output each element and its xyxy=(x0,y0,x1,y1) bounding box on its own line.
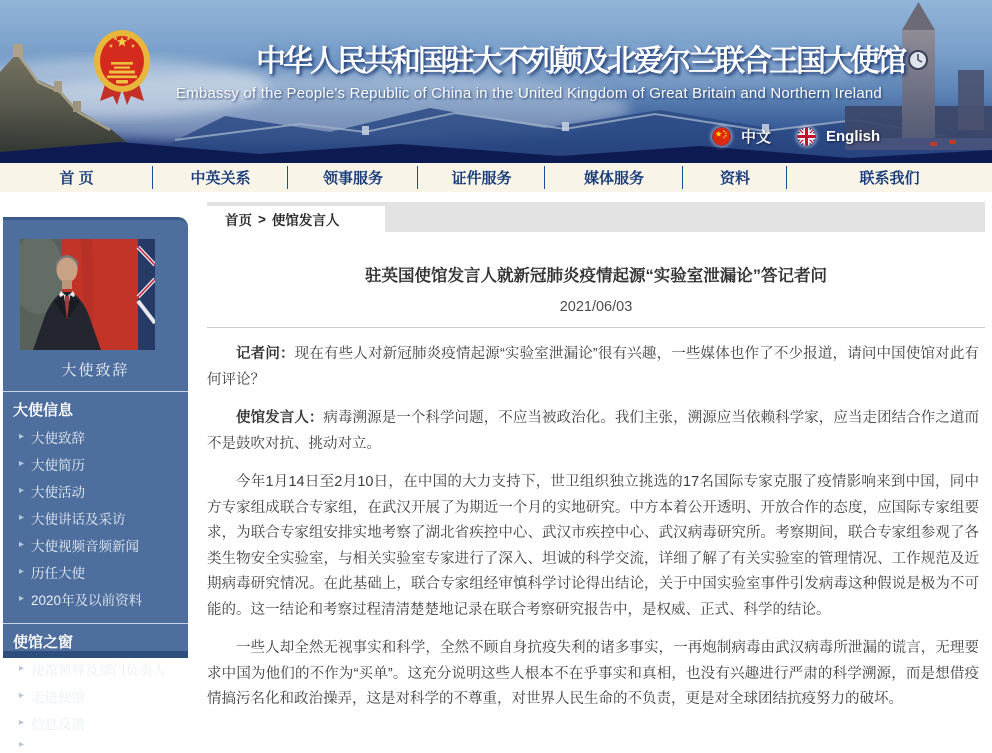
sidebar-item-label: 大使活动 xyxy=(31,484,86,500)
triangle-bullet-icon: ▸ xyxy=(19,689,25,701)
sidebar-item[interactable] xyxy=(3,558,188,585)
sidebar-item[interactable] xyxy=(3,585,188,612)
sidebar-item-label: 2020年及以前资料 xyxy=(31,592,143,608)
article-paragraph: 今年1月14日至2月10日，在中国的大力支持下，世卫组织独立挑选的17名国际专家克服了疫情影响来到中国，同中方专家组成联合专家组，在武汉开展了为期近一个月的实地研究。中方本着公开透明、开放合作的态度，应国际专家组要求，为联合专家组安排实地考察了湖北省疾控中心、武汉市疾控中心、武汉病毒研究所。考察期间，联合专家组参观了各类生物安全实验室，与相关实验室专家进行了深入、坦诚的科学交流，详细了解了有关实验室的管理情况、工作规范及近期病毒研究情况。在此基础上，联合专家组经审慎科学讨论得出结论，关于中国实验室事件引发病毒这种假说是极为不可能的。这一结论和考察过程清清楚楚地记录在联合考察研究报告中，是权威、正式、科学的结论。 xyxy=(207,474,979,618)
triangle-bullet-icon: ▸ xyxy=(19,716,25,728)
sidebar-divider xyxy=(3,391,188,392)
triangle-bullet-icon: ▸ xyxy=(19,662,25,674)
triangle-bullet-icon: ▸ xyxy=(19,738,25,750)
embassy-title-chinese: 中华人民共和国驻大不列颠及北爱尔兰联合王国大使馆 xyxy=(256,45,904,78)
breadcrumb-home[interactable]: 首页 xyxy=(225,213,252,228)
lang-english-link[interactable]: English xyxy=(826,128,881,145)
sidebar-item-label: 大使视频音频新闻 xyxy=(31,538,140,554)
sidebar-item-label: 大使致辞 xyxy=(31,430,86,446)
breadcrumb xyxy=(207,202,985,232)
sidebar-divider xyxy=(3,623,188,624)
china-flag-icon xyxy=(712,127,731,146)
triangle-bullet-icon: ▸ xyxy=(19,457,25,469)
sidebar-section-title: 大使信息 xyxy=(13,402,74,419)
nav-item-resources[interactable]: 资料 xyxy=(683,163,787,192)
nav-item-media-services[interactable]: 媒体服务 xyxy=(545,163,683,192)
triangle-bullet-icon: ▸ xyxy=(19,565,25,577)
sidebar-item[interactable] xyxy=(3,709,188,736)
sidebar-item-list xyxy=(3,423,188,612)
breadcrumb-current[interactable]: 使馆发言人 xyxy=(271,213,340,228)
triangle-bullet-icon: ▸ xyxy=(19,592,25,604)
main-nav xyxy=(0,163,992,192)
sidebar-section-title: 使馆之窗 xyxy=(13,634,74,651)
paragraph-lead: 使馆发言人： xyxy=(236,410,324,426)
main-column xyxy=(207,202,985,713)
sidebar-item[interactable] xyxy=(3,655,188,682)
site-header xyxy=(0,0,992,163)
paragraph-lead: 记者问： xyxy=(236,346,295,362)
article-title: 驻英国使馆发言人就新冠肺炎疫情起源“实验室泄漏论”答记者问 xyxy=(365,267,827,285)
triangle-bullet-icon: ▸ xyxy=(19,430,25,442)
nav-item-contact-us[interactable]: 联系我们 xyxy=(859,170,920,187)
sidebar-item[interactable] xyxy=(3,504,188,531)
sidebar-item-label: 信息反馈 xyxy=(31,716,86,732)
sidebar-section-0 xyxy=(3,399,188,612)
sidebar-item-label: 大使讲话及采访 xyxy=(31,511,126,527)
sidebar-item[interactable] xyxy=(3,736,188,753)
triangle-bullet-icon: ▸ xyxy=(19,511,25,523)
lang-chinese-link[interactable]: 中文 xyxy=(741,129,772,146)
sidebar-item[interactable] xyxy=(3,682,188,709)
article-paragraph: 记者问：现在有些人对新冠肺炎疫情起源“实验室泄漏论”很有兴趣，一些媒体也作了不少报道，请问中国使馆对此有何评论？ xyxy=(207,346,979,388)
breadcrumb-tab xyxy=(207,206,385,232)
nav-item-china-uk-relations[interactable]: 中英关系 xyxy=(153,163,288,192)
sidebar-item[interactable] xyxy=(3,423,188,450)
sidebar-item-label: 走进使馆 xyxy=(31,689,86,705)
ambassador-photo[interactable] xyxy=(20,239,155,350)
nav-item-certificate-services[interactable]: 证件服务 xyxy=(418,163,545,192)
sidebar-item-label: 使馆领导及部门负责人 xyxy=(31,662,167,678)
article-body xyxy=(207,328,985,713)
article-paragraph: 使馆发言人：病毒溯源是一个科学问题，不应当被政治化。我们主张，溯源应当依赖科学家，应当走团结合作之道而不是鼓吹对抗、挑动对立。 xyxy=(207,410,979,452)
sidebar-item[interactable] xyxy=(3,450,188,477)
uk-flag-icon xyxy=(797,127,816,146)
sidebar-section-1 xyxy=(3,631,188,753)
sidebar-item-list xyxy=(3,655,188,753)
triangle-bullet-icon: ▸ xyxy=(19,538,25,550)
triangle-bullet-icon: ▸ xyxy=(19,484,25,496)
sidebar xyxy=(3,217,188,750)
national-emblem-icon xyxy=(92,25,152,111)
nav-item-home[interactable]: 首 页 xyxy=(0,163,153,192)
content-area xyxy=(0,202,992,750)
article-paragraph: 一些人却全然无视事实和科学，全然不顾自身抗疫失利的诸多事实，一再炮制病毒由武汉病毒所泄漏的谎言，无理要求中国为他们的不作为“买单”。这充分说明这些人根本不在乎事实和真相，也没有兴趣进行严肃的科学溯源，而是想借疫情搞污名化和政治操弄，这是对科学的不尊重，对世界人民生命的不负责，更是对全球团结抗疫努力的破坏。 xyxy=(207,640,979,707)
sidebar-item-label: 历任大使 xyxy=(31,565,86,581)
sidebar-item[interactable] xyxy=(3,531,188,558)
photo-caption[interactable]: 大使致辞 xyxy=(61,362,130,379)
article-date: 2021/06/03 xyxy=(559,299,633,315)
nav-item-consular-services[interactable]: 领事服务 xyxy=(288,163,418,192)
embassy-title-english: Embassy of the People's Republic of China in the United Kingdom of Great Britain and Northern Ireland xyxy=(176,85,882,102)
language-switcher xyxy=(712,126,880,147)
sidebar-item-label: 大使简历 xyxy=(31,457,86,473)
breadcrumb-separator: > xyxy=(258,211,266,227)
sidebar-item[interactable] xyxy=(3,477,188,504)
